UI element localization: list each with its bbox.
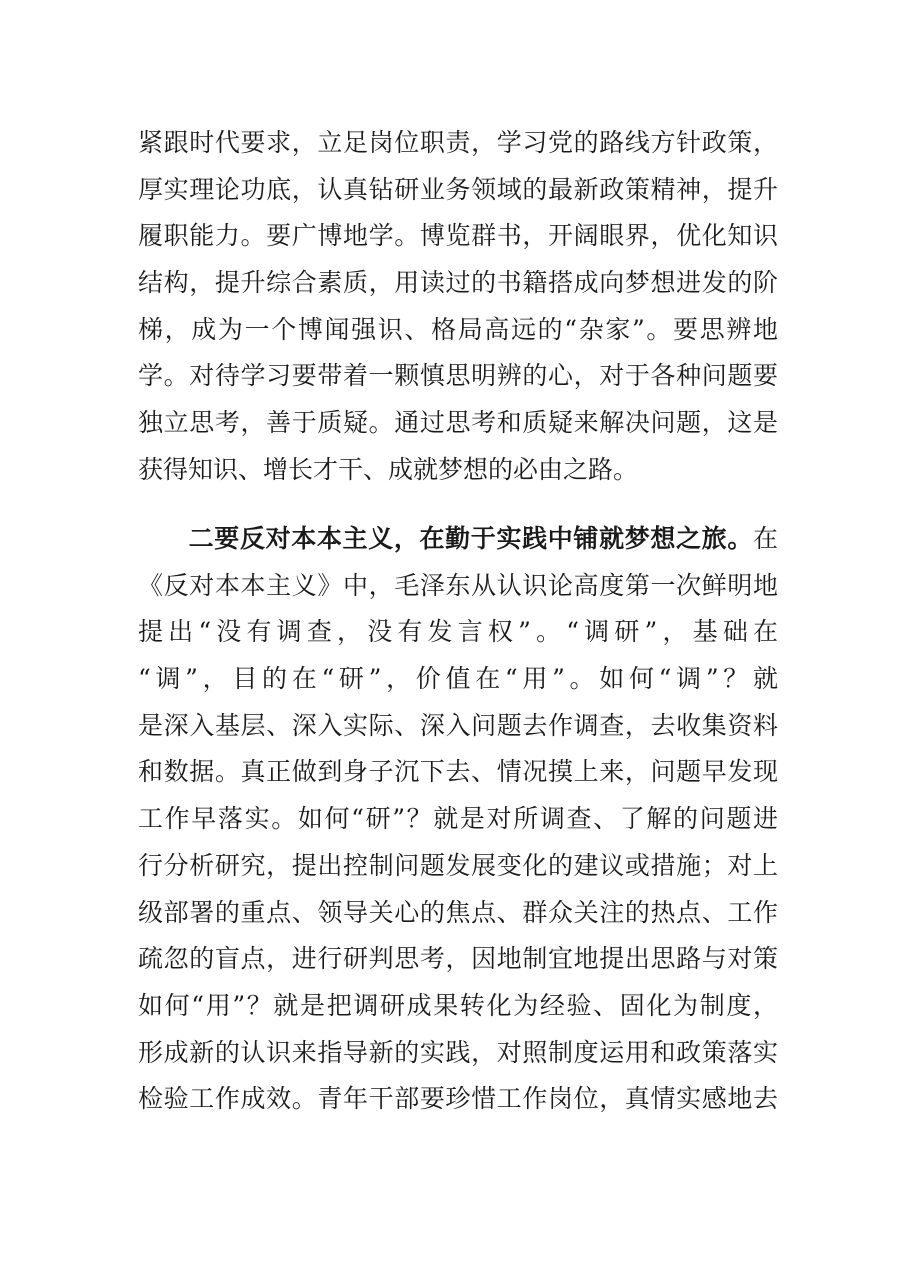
heading-line-rest: 在 (752, 524, 778, 553)
text-line: 梯，成为一个博闻强识、格局高远的“杂家”。要思辨地 (138, 314, 778, 344)
text-line: 提出“没有调查，没有发言权”。“调研”，基础在 (138, 617, 778, 647)
text-line: 学。对待学习要带着一颗慎思明辨的心，对于各种问题要 (138, 361, 778, 391)
text-line: “调”，目的在“研”，价值在“用”。如何“调”？就 (138, 664, 778, 694)
paragraph-study (138, 120, 778, 494)
text-line: 获得知识、增长才干、成就梦想的必由之路。 (138, 454, 639, 484)
text-line: 和数据。真正做到身子沉下去、情况摸上来，问题早发现 (138, 757, 778, 787)
text-line: 是深入基层、深入实际、深入问题去作调查，去收集资料 (138, 710, 778, 740)
text-line: 厚实理论功底，认真钻研业务领域的最新政策精神，提升 (138, 174, 778, 204)
text-line: 级部署的重点、领导关心的焦点、群众关注的热点、工作 (138, 897, 778, 927)
text-line: 工作早落实。如何“研”？就是对所调查、了解的问题进 (138, 804, 778, 834)
text-line: 独立思考，善于质疑。通过思考和质疑来解决问题，这是 (138, 408, 778, 438)
text-line: 履职能力。要广博地学。博览群书，开阔眼界，优化知识 (138, 221, 778, 251)
text-line: 疏忽的盲点，进行研判思考，因地制宜地提出思路与对策 (138, 944, 778, 974)
text-line: 检验工作成效。青年干部要珍惜工作岗位，真情实感地去 (138, 1084, 778, 1114)
section-heading: 二要反对本本主义，在勤于实践中铺就梦想之旅。 (188, 524, 753, 553)
text-line: 紧跟时代要求，立足岗位职责，学习党的路线方针政策， (138, 128, 778, 157)
text-line: 行分析研究，提出控制问题发展变化的建议或措施；对上 (138, 850, 778, 880)
text-line: 形成新的认识来指导新的实践，对照制度运用和政策落实 (138, 1037, 778, 1067)
heading-line (138, 516, 778, 563)
paragraph-practice (138, 516, 778, 1123)
text-line: 《反对本本主义》中，毛泽东从认识论高度第一次鲜明地 (138, 570, 778, 600)
text-line: 如何“用”？就是把调研成果转化为经验、固化为制度， (138, 990, 778, 1020)
text-line: 结构，提升综合素质，用读过的书籍搭成向梦想进发的阶 (138, 268, 778, 298)
